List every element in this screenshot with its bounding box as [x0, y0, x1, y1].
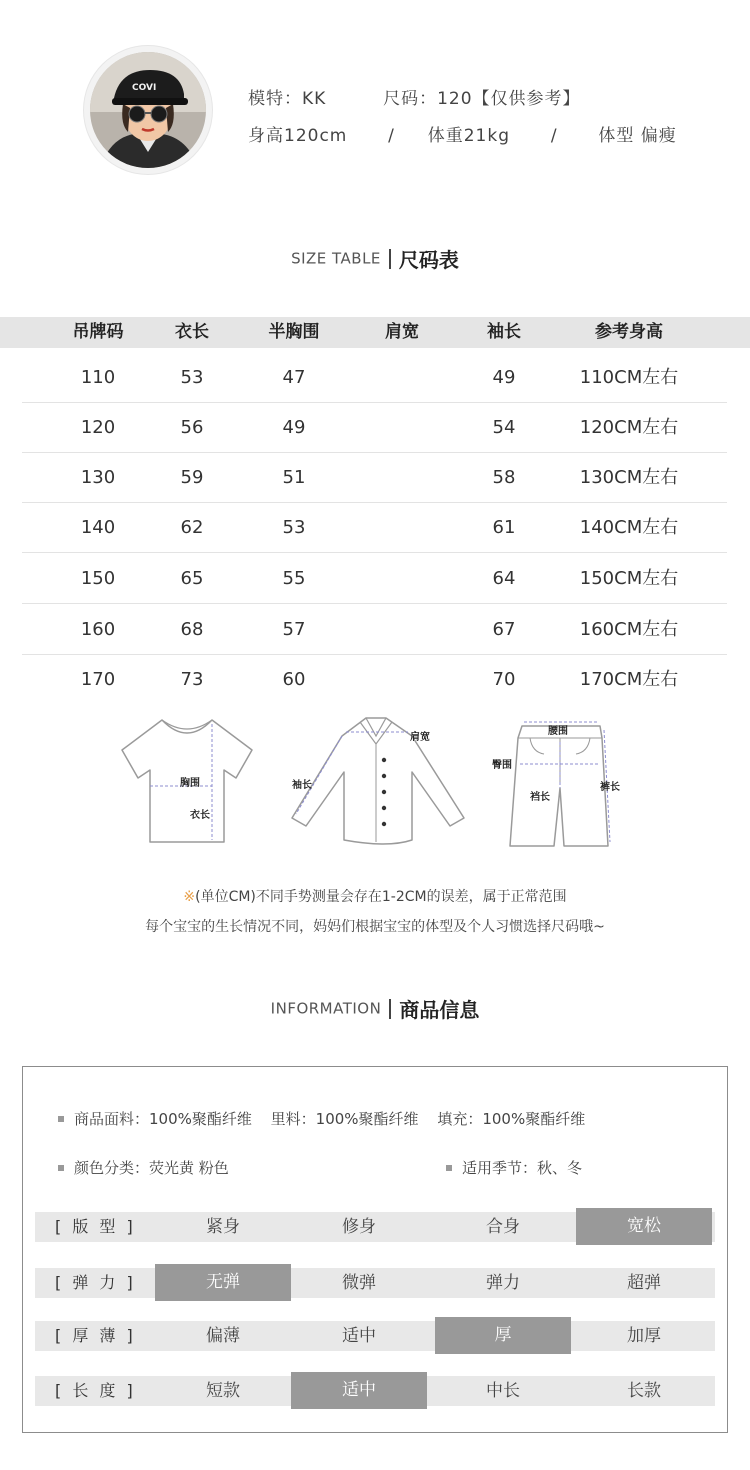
season-info: 适用季节：秋、冬	[462, 1159, 583, 1177]
attr-option: 中长	[486, 1381, 520, 1401]
attr-label: [ 厚 薄 ]	[55, 1326, 136, 1345]
color-line	[58, 1157, 229, 1178]
heading-divider	[389, 999, 391, 1019]
sizing-advice	[0, 916, 750, 936]
col-header: 肩宽	[385, 322, 419, 342]
table-row	[0, 655, 750, 705]
attr-option: 长款	[627, 1381, 661, 1401]
table-cell: 55	[282, 568, 306, 589]
table-cell: 53	[180, 367, 204, 388]
note-line-1: (单位CM)不同手势测量会存在1-2CM的误差，属于正常范围	[195, 889, 567, 905]
col-header: 衣长	[175, 322, 209, 342]
table-cell: 64	[492, 568, 516, 589]
table-cell: 62	[180, 517, 204, 538]
col-header: 参考身高	[595, 322, 663, 342]
table-cell: 49	[282, 417, 306, 438]
table-cell: 68	[180, 619, 204, 640]
note-mark: ※	[183, 889, 196, 905]
model-info	[0, 0, 750, 200]
sleeve-label: 袖长	[292, 780, 312, 791]
table-row	[0, 554, 750, 604]
info-heading	[0, 994, 750, 1023]
info-heading-en: INFORMATION	[270, 999, 382, 1018]
model-avatar	[90, 52, 206, 168]
col-header: 半胸围	[268, 322, 320, 342]
hip-label: 臀围	[492, 760, 512, 771]
attr-option: 超弹	[627, 1273, 661, 1293]
note-line-2: 每个宝宝的生长情况不同，妈妈们根据宝宝的体型及个人习惯选择尺码哦~	[145, 919, 605, 935]
lining-info: 里料：100%聚酯纤维	[270, 1110, 419, 1128]
material-line	[58, 1108, 585, 1129]
col-header: 袖长	[487, 322, 521, 342]
table-row	[0, 403, 750, 453]
model-height: 身高120cm	[248, 126, 348, 146]
table-cell: 140	[80, 517, 116, 538]
leg-length-label: 裤长	[600, 782, 620, 793]
table-row	[0, 353, 750, 403]
col-header: 吊牌码	[72, 322, 124, 342]
table-cell: 49	[492, 367, 516, 388]
filling-info: 填充：100%聚酯纤维	[437, 1110, 586, 1128]
attr-label: [ 版 型 ]	[55, 1217, 136, 1236]
attr-option-selected: 厚	[435, 1317, 571, 1354]
model-photo-illustration	[90, 52, 206, 168]
attr-row-elasticity	[35, 1268, 715, 1298]
table-cell: 59	[180, 467, 204, 488]
row-divider	[22, 603, 727, 604]
table-cell: 53	[282, 517, 306, 538]
pants-diagram	[490, 718, 626, 852]
attr-option: 偏薄	[206, 1326, 240, 1346]
fabric-info: 商品面料：100%聚酯纤维	[74, 1110, 252, 1128]
table-cell: 58	[492, 467, 516, 488]
square-bullet-icon	[58, 1116, 64, 1122]
attr-option: 适中	[342, 1326, 376, 1346]
square-bullet-icon	[446, 1165, 452, 1171]
waist-label: 腰围	[548, 726, 568, 737]
table-cell: 150CM左右	[579, 568, 679, 589]
attr-option: 短款	[206, 1381, 240, 1401]
attr-option: 紧身	[206, 1217, 240, 1237]
table-cell: 73	[180, 669, 204, 690]
color-info: 颜色分类：荧光黄 粉色	[74, 1159, 229, 1177]
attr-option-selected: 适中	[291, 1372, 427, 1409]
table-cell: 60	[282, 669, 306, 690]
table-cell: 57	[282, 619, 306, 640]
attr-option-selected: 宽松	[576, 1208, 712, 1245]
attr-row-length	[35, 1376, 715, 1406]
table-cell: 150	[80, 568, 116, 589]
attr-option: 修身	[342, 1217, 376, 1237]
table-cell: 110CM左右	[579, 367, 679, 388]
attr-option: 加厚	[627, 1326, 661, 1346]
season-line	[446, 1157, 582, 1178]
measurement-note	[0, 886, 750, 906]
table-cell: 130	[80, 467, 116, 488]
heading-divider	[389, 249, 391, 269]
square-bullet-icon	[58, 1165, 64, 1171]
table-cell: 54	[492, 417, 516, 438]
inseam-label: 裆长	[530, 792, 550, 803]
row-divider	[22, 552, 727, 553]
table-cell: 160	[80, 619, 116, 640]
shoulder-label: 肩宽	[410, 732, 430, 743]
table-cell: 110	[80, 367, 116, 388]
table-cell: 47	[282, 367, 306, 388]
model-line-1	[248, 84, 581, 109]
model-line-2	[248, 121, 677, 146]
model-size: 尺码：120【仅供参考】	[383, 89, 581, 109]
table-cell: 70	[492, 669, 516, 690]
table-cell: 65	[180, 568, 204, 589]
size-table-heading-cn: 尺码表	[398, 248, 459, 272]
table-cell: 120	[80, 417, 116, 438]
table-row	[0, 453, 750, 503]
attr-option: 弹力	[486, 1273, 520, 1293]
info-heading-cn: 商品信息	[399, 998, 480, 1022]
table-cell: 130CM左右	[579, 467, 679, 488]
table-cell: 61	[492, 517, 516, 538]
attr-row-fit	[35, 1212, 715, 1242]
attr-label: [ 弹 力 ]	[55, 1273, 136, 1292]
table-cell: 160CM左右	[579, 619, 679, 640]
separator: /	[388, 126, 395, 146]
attr-option: 微弹	[342, 1273, 376, 1293]
model-avatar-frame	[84, 46, 212, 174]
table-row	[0, 503, 750, 553]
table-cell: 51	[282, 467, 306, 488]
tshirt-diagram	[118, 716, 256, 846]
shirt-diagram	[288, 714, 468, 850]
chest-label: 胸围	[180, 778, 200, 789]
size-table-header	[0, 317, 750, 348]
separator: /	[550, 126, 558, 146]
table-cell: 56	[180, 417, 204, 438]
table-row	[0, 605, 750, 655]
table-cell: 140CM左右	[579, 517, 679, 538]
table-cell: 170CM左右	[579, 669, 679, 690]
svg-text:COVI: COVI	[132, 83, 157, 93]
model-weight: 体重21kg	[427, 126, 510, 146]
size-table-heading-en: SIZE TABLE	[291, 249, 381, 268]
attr-label: [ 长 度 ]	[55, 1381, 136, 1400]
size-table-heading	[0, 244, 750, 273]
table-cell: 67	[492, 619, 516, 640]
attr-option-selected: 无弹	[155, 1264, 291, 1301]
attr-row-thickness	[35, 1321, 715, 1351]
length-label: 衣长	[190, 810, 210, 821]
model-name: 模特：KK	[248, 89, 327, 109]
table-cell: 170	[80, 669, 116, 690]
shirt-outline-icon	[288, 714, 468, 850]
table-cell: 120CM左右	[579, 417, 679, 438]
attr-option: 合身	[486, 1217, 520, 1237]
model-body-type: 体型 偏瘦	[598, 126, 677, 146]
